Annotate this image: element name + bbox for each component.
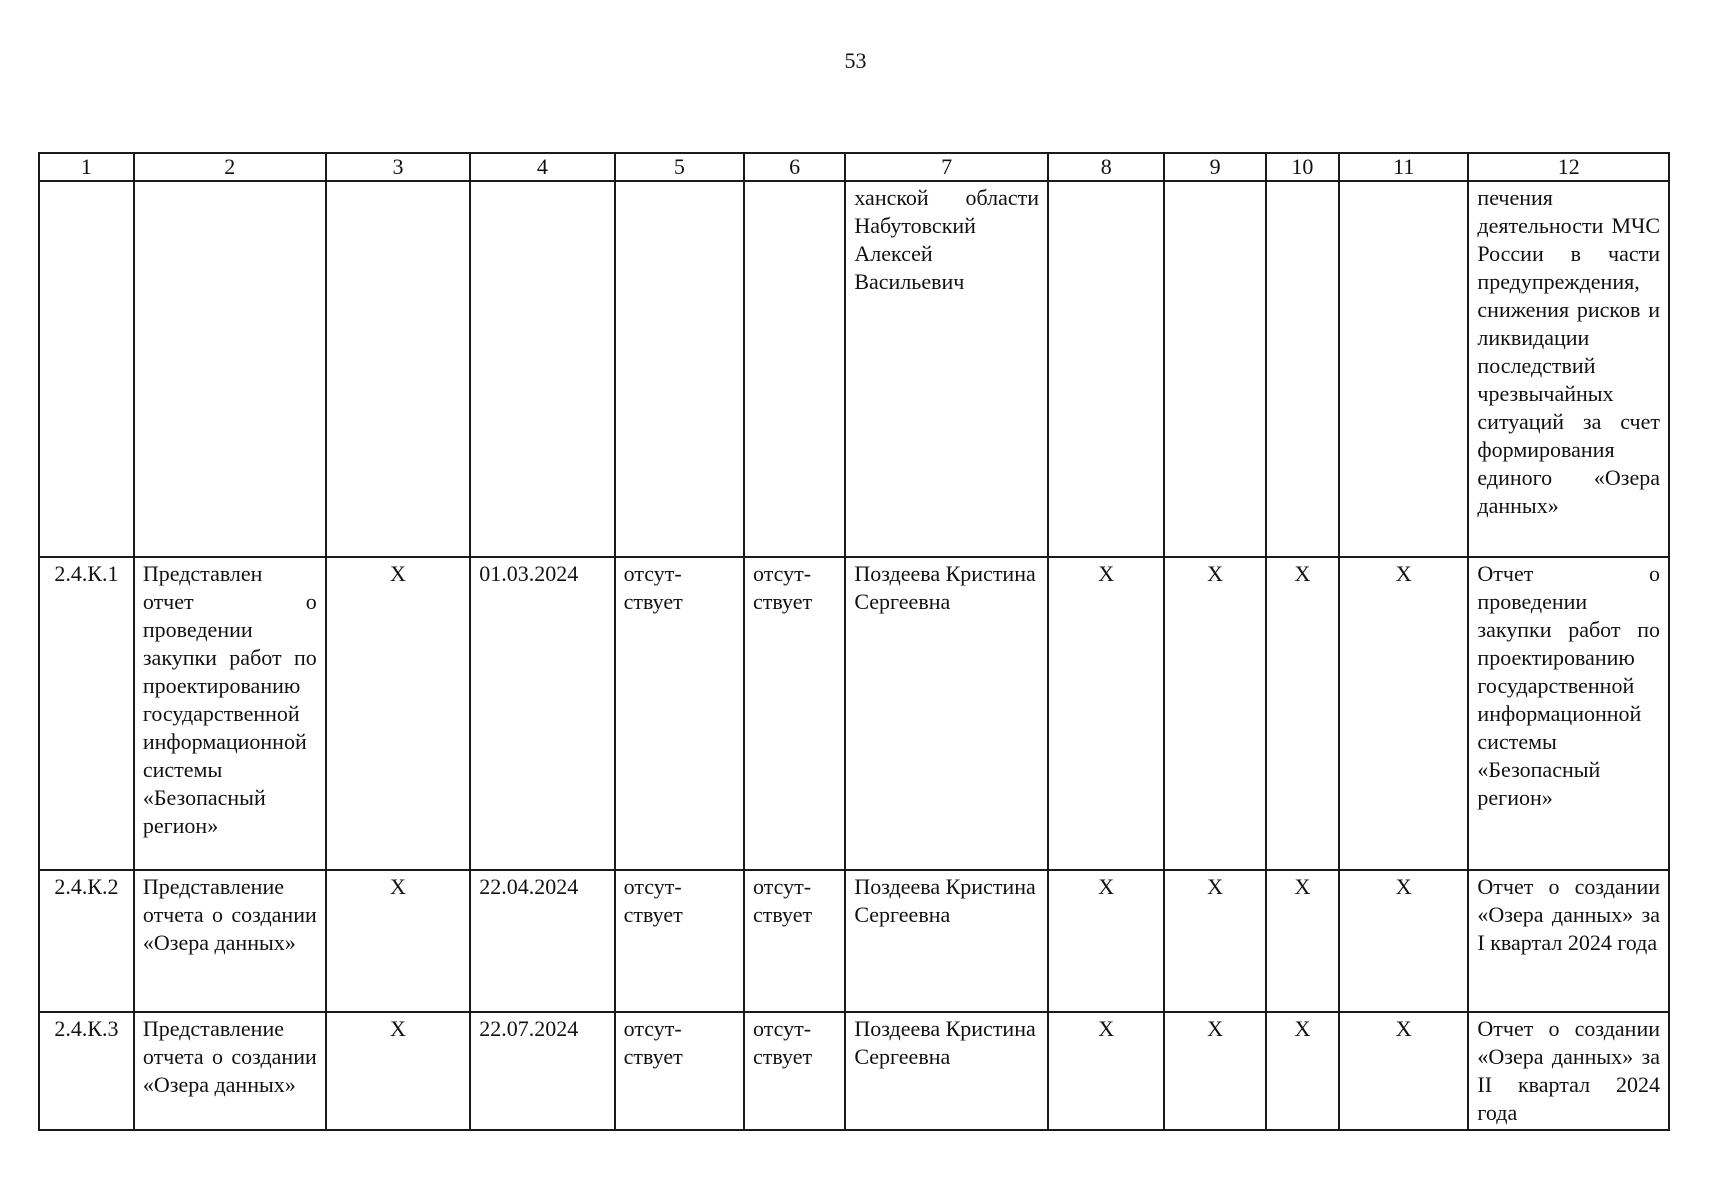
cell-col8 bbox=[1048, 181, 1164, 557]
cell-responsible: Поздеева Кристина Сергеевна bbox=[845, 1012, 1048, 1130]
cell-col5 bbox=[615, 181, 744, 557]
cell-number: 2.4.К.3 bbox=[39, 1012, 134, 1130]
cell-col8: X bbox=[1048, 870, 1164, 1012]
header-col-4: 4 bbox=[470, 153, 614, 181]
cell-col3: X bbox=[326, 557, 470, 870]
cell-col10: X bbox=[1266, 557, 1339, 870]
cell-responsible: Поздеева Кристина Сергеевна bbox=[845, 870, 1048, 1012]
page-number: 53 bbox=[844, 48, 867, 73]
cell-col11: X bbox=[1339, 870, 1468, 1012]
cell-col6: отсут-ствует bbox=[744, 1012, 845, 1130]
cell-col9: X bbox=[1164, 1012, 1265, 1130]
header-col-9: 9 bbox=[1164, 153, 1265, 181]
cell-event: Представление отчета о создании «Озера данных» bbox=[134, 870, 326, 1012]
table-header-row bbox=[39, 153, 1669, 181]
cell-date: 01.03.2024 bbox=[470, 557, 614, 870]
cell-col3: X bbox=[326, 1012, 470, 1130]
table-row bbox=[39, 181, 1669, 557]
header-col-11: 11 bbox=[1339, 153, 1468, 181]
cell-col6 bbox=[744, 181, 845, 557]
table-row bbox=[39, 1012, 1669, 1130]
table-row bbox=[39, 870, 1669, 1012]
cell-event bbox=[134, 181, 326, 557]
cell-col5: отсут-ствует bbox=[615, 557, 744, 870]
cell-result: Отчет о создании «Озера данных» за II квартал 2024 года bbox=[1468, 1012, 1669, 1130]
cell-event: Представление отчета о создании «Озера данных» bbox=[134, 1012, 326, 1130]
cell-col9: X bbox=[1164, 870, 1265, 1012]
cell-number: 2.4.К.1 bbox=[39, 557, 134, 870]
cell-number bbox=[39, 181, 134, 557]
cell-col10: X bbox=[1266, 870, 1339, 1012]
header-col-1: 1 bbox=[39, 153, 134, 181]
cell-col3 bbox=[326, 181, 470, 557]
cell-col8: X bbox=[1048, 557, 1164, 870]
cell-col11: X bbox=[1339, 1012, 1468, 1130]
header-col-2: 2 bbox=[134, 153, 326, 181]
cell-col3: X bbox=[326, 870, 470, 1012]
cell-date: 22.07.2024 bbox=[470, 1012, 614, 1130]
cell-col10: X bbox=[1266, 1012, 1339, 1130]
cell-date: 22.04.2024 bbox=[470, 870, 614, 1012]
cell-event: Представлен отчет о проведении закупки работ по проектированию государственной информационной системы «Безопасный регион» bbox=[134, 557, 326, 870]
cell-col6: отсут-ствует bbox=[744, 870, 845, 1012]
header-col-5: 5 bbox=[615, 153, 744, 181]
cell-result: Отчет о проведении закупки работ по проектированию государственной информационной системы «Безопасный регион» bbox=[1468, 557, 1669, 870]
cell-col11 bbox=[1339, 181, 1468, 557]
cell-col9 bbox=[1164, 181, 1265, 557]
header-col-7: 7 bbox=[845, 153, 1048, 181]
cell-responsible: Поздеева Кристина Сергеевна bbox=[845, 557, 1048, 870]
document-table bbox=[38, 152, 1670, 1131]
header-col-12: 12 bbox=[1468, 153, 1669, 181]
cell-col10 bbox=[1266, 181, 1339, 557]
cell-responsible: ханской области Набутовский Алексей Васильевич bbox=[845, 181, 1048, 557]
cell-result: печения деятельности МЧС России в части предупреждения, снижения рисков и ликвидации последствий чрезвычайных ситуаций за счет формирования единого «Озера данных» bbox=[1468, 181, 1669, 557]
cell-col5: отсут-ствует bbox=[615, 870, 744, 1012]
cell-date bbox=[470, 181, 614, 557]
cell-result: Отчет о создании «Озера данных» за I квартал 2024 года bbox=[1468, 870, 1669, 1012]
cell-col9: X bbox=[1164, 557, 1265, 870]
cell-col8: X bbox=[1048, 1012, 1164, 1130]
header-col-10: 10 bbox=[1266, 153, 1339, 181]
header-col-6: 6 bbox=[744, 153, 845, 181]
cell-col5: отсут-ствует bbox=[615, 1012, 744, 1130]
cell-col6: отсут-ствует bbox=[744, 557, 845, 870]
cell-number: 2.4.К.2 bbox=[39, 870, 134, 1012]
header-col-3: 3 bbox=[326, 153, 470, 181]
table-row bbox=[39, 557, 1669, 870]
cell-col11: X bbox=[1339, 557, 1468, 870]
header-col-8: 8 bbox=[1048, 153, 1164, 181]
